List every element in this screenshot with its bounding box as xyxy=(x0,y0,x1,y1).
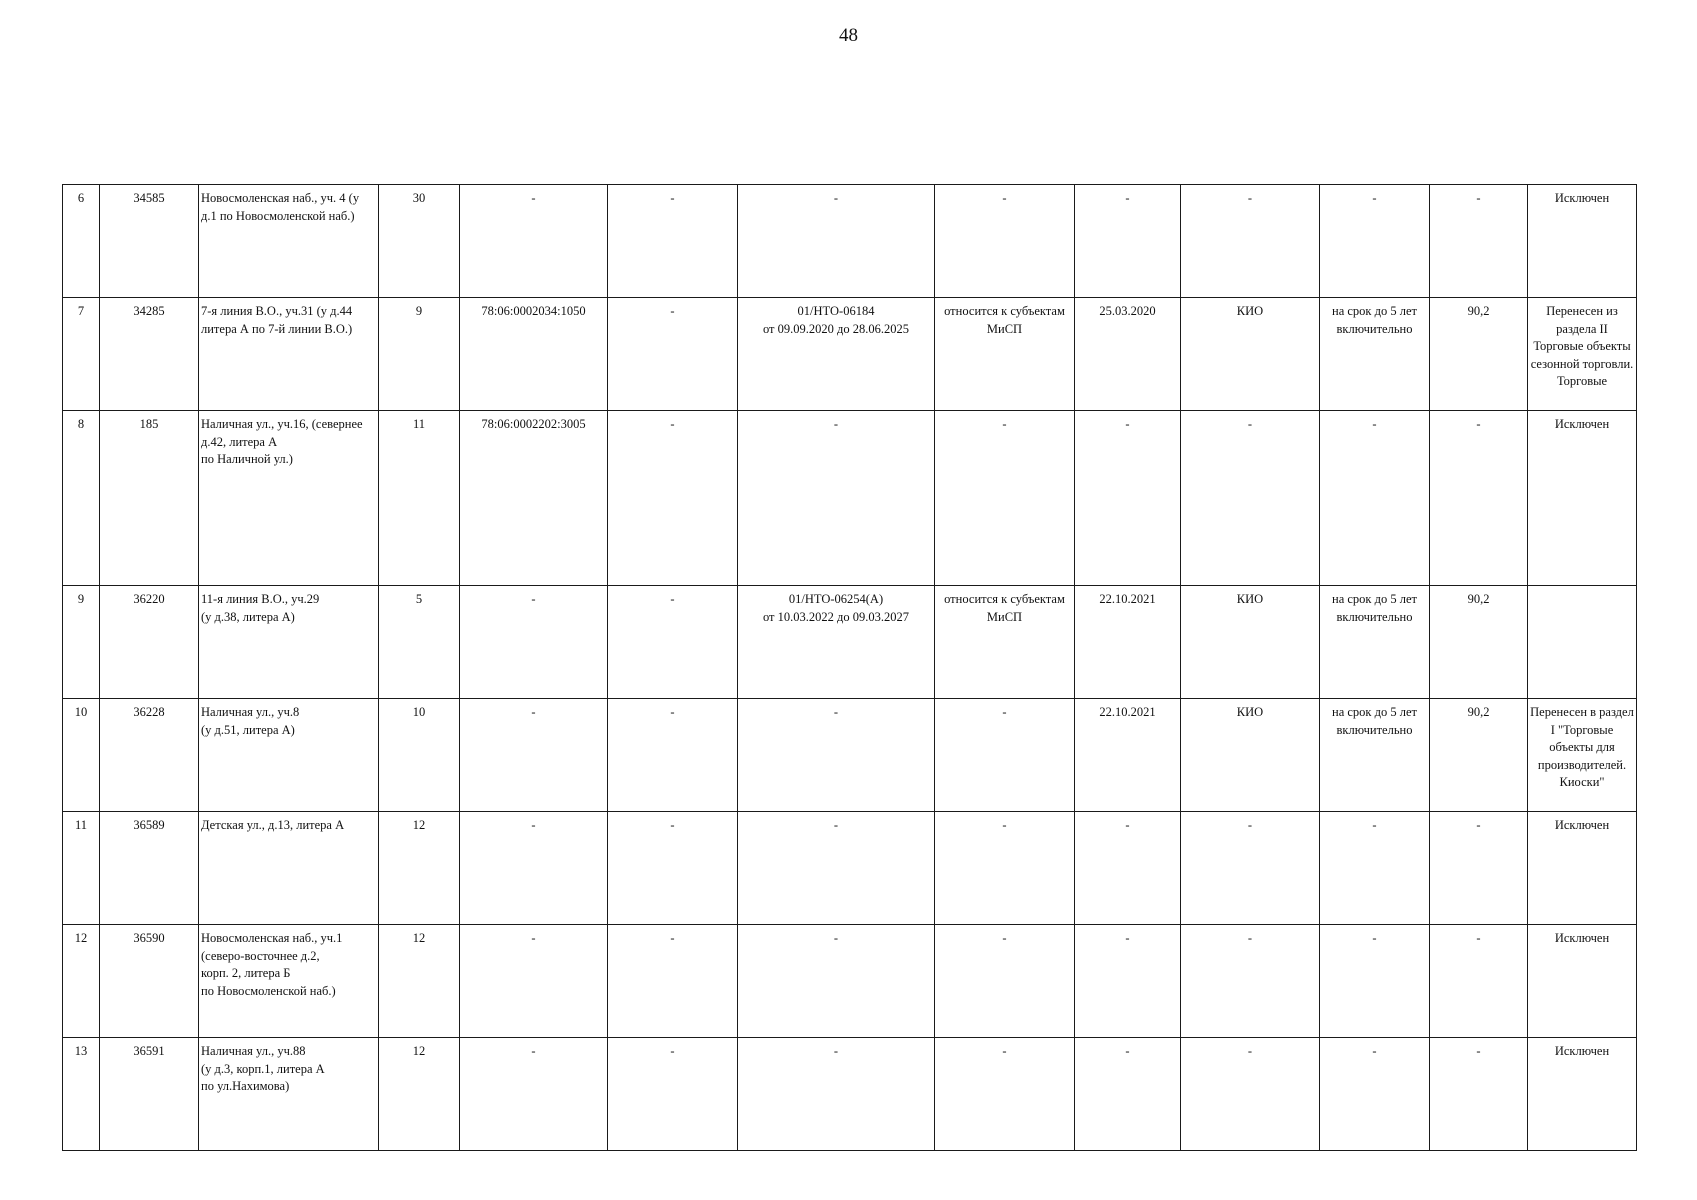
area-cell: 12 xyxy=(379,1038,460,1151)
table-row xyxy=(63,699,1637,812)
organization-cell: - xyxy=(1181,1038,1320,1151)
area-cell: 12 xyxy=(379,812,460,925)
term-cell: - xyxy=(1320,185,1430,298)
note-text: Перенесен из раздела II Торговые объекты сезонной торговли. Торговые xyxy=(1530,304,1634,389)
category-cell: относится к субъектам МиСП xyxy=(935,586,1075,699)
cadastral-number-cell: 78:06:0002034:1050 xyxy=(460,298,608,411)
address-cell: Новосмоленская наб., уч. 4 (у д.1 по Новосмоленской наб.) xyxy=(199,185,379,298)
note-text: Перенесен в раздел I "Торговые объекты для производителей. Киоски" xyxy=(1530,705,1634,790)
cadastral-number-cell: - xyxy=(460,699,608,812)
note-text: Исключен xyxy=(1554,417,1610,431)
address-cell: Новосмоленская наб., уч.1 (северо-восточнее д.2, корп. 2, литера Б по Новосмоленской наб.) xyxy=(199,925,379,1038)
contract-cell: - xyxy=(738,411,935,586)
organization-cell: - xyxy=(1181,812,1320,925)
column-6-cell: - xyxy=(608,298,738,411)
row-number-cell: 9 xyxy=(63,586,100,699)
date-cell: 25.03.2020 xyxy=(1075,298,1181,411)
organization-cell: - xyxy=(1181,925,1320,1038)
address-cell: Наличная ул., уч.88 (у д.3, корп.1, литера А по ул.Нахимова) xyxy=(199,1038,379,1151)
fee-cell: 90,2 xyxy=(1430,699,1528,812)
area-cell: 11 xyxy=(379,411,460,586)
address-cell: 11-я линия В.О., уч.29 (у д.38, литера А) xyxy=(199,586,379,699)
note-cell xyxy=(1528,1038,1637,1151)
table-row xyxy=(63,411,1637,586)
column-6-cell: - xyxy=(608,411,738,586)
column-6-cell: - xyxy=(608,699,738,812)
contract-cell: - xyxy=(738,925,935,1038)
note-cell xyxy=(1528,586,1637,699)
table-row xyxy=(63,1038,1637,1151)
row-number-cell: 12 xyxy=(63,925,100,1038)
date-cell: - xyxy=(1075,925,1181,1038)
cadastral-number-cell: - xyxy=(460,185,608,298)
fee-cell: 90,2 xyxy=(1430,586,1528,699)
date-cell: - xyxy=(1075,1038,1181,1151)
term-cell: на срок до 5 лет включительно xyxy=(1320,699,1430,812)
table-row xyxy=(63,298,1637,411)
note-text: Исключен xyxy=(1554,818,1610,832)
table-row xyxy=(63,586,1637,699)
category-cell: - xyxy=(935,699,1075,812)
contract-cell: - xyxy=(738,812,935,925)
note-text: Исключен xyxy=(1554,191,1610,205)
cadastral-number-cell: - xyxy=(460,1038,608,1151)
organization-cell: КИО xyxy=(1181,298,1320,411)
category-cell: - xyxy=(935,1038,1075,1151)
note-cell xyxy=(1528,699,1637,812)
category-cell: - xyxy=(935,925,1075,1038)
category-cell: - xyxy=(935,812,1075,925)
row-number-cell: 11 xyxy=(63,812,100,925)
column-6-cell: - xyxy=(608,812,738,925)
note-cell xyxy=(1528,185,1637,298)
table-row xyxy=(63,925,1637,1038)
object-id-cell: 36228 xyxy=(100,699,199,812)
date-cell: - xyxy=(1075,185,1181,298)
date-cell: - xyxy=(1075,812,1181,925)
fee-cell: - xyxy=(1430,185,1528,298)
registry-table xyxy=(62,184,1637,1151)
table-row xyxy=(63,812,1637,925)
date-cell: - xyxy=(1075,411,1181,586)
area-cell: 30 xyxy=(379,185,460,298)
cadastral-number-cell: - xyxy=(460,925,608,1038)
object-id-cell: 34585 xyxy=(100,185,199,298)
category-cell: относится к субъектам МиСП xyxy=(935,298,1075,411)
area-cell: 9 xyxy=(379,298,460,411)
column-6-cell: - xyxy=(608,586,738,699)
object-id-cell: 36589 xyxy=(100,812,199,925)
column-6-cell: - xyxy=(608,925,738,1038)
row-number-cell: 13 xyxy=(63,1038,100,1151)
date-cell: 22.10.2021 xyxy=(1075,586,1181,699)
fee-cell: 90,2 xyxy=(1430,298,1528,411)
term-cell: на срок до 5 лет включительно xyxy=(1320,298,1430,411)
row-number-cell: 7 xyxy=(63,298,100,411)
area-cell: 12 xyxy=(379,925,460,1038)
contract-cell: 01/НТО-06254(А) от 10.03.2022 до 09.03.2027 xyxy=(738,586,935,699)
area-cell: 10 xyxy=(379,699,460,812)
fee-cell: - xyxy=(1430,812,1528,925)
object-id-cell: 34285 xyxy=(100,298,199,411)
note-cell xyxy=(1528,812,1637,925)
column-6-cell: - xyxy=(608,1038,738,1151)
object-id-cell: 36590 xyxy=(100,925,199,1038)
organization-cell: - xyxy=(1181,185,1320,298)
row-number-cell: 6 xyxy=(63,185,100,298)
cadastral-number-cell: - xyxy=(460,812,608,925)
table-row xyxy=(63,185,1637,298)
contract-cell: 01/НТО-06184 от 09.09.2020 до 28.06.2025 xyxy=(738,298,935,411)
column-6-cell: - xyxy=(608,185,738,298)
address-cell: Наличная ул., уч.16, (севернее д.42, литера А по Наличной ул.) xyxy=(199,411,379,586)
contract-cell: - xyxy=(738,699,935,812)
fee-cell: - xyxy=(1430,1038,1528,1151)
address-cell: Наличная ул., уч.8 (у д.51, литера А) xyxy=(199,699,379,812)
object-id-cell: 36220 xyxy=(100,586,199,699)
row-number-cell: 8 xyxy=(63,411,100,586)
object-id-cell: 185 xyxy=(100,411,199,586)
organization-cell: - xyxy=(1181,411,1320,586)
organization-cell: КИО xyxy=(1181,699,1320,812)
address-cell: 7-я линия В.О., уч.31 (у д.44 литера А по 7-й линии В.О.) xyxy=(199,298,379,411)
note-cell xyxy=(1528,411,1637,586)
address-cell: Детская ул., д.13, литера А xyxy=(199,812,379,925)
note-cell xyxy=(1528,925,1637,1038)
note-text: Исключен xyxy=(1554,1044,1610,1058)
organization-cell: КИО xyxy=(1181,586,1320,699)
row-number-cell: 10 xyxy=(63,699,100,812)
area-cell: 5 xyxy=(379,586,460,699)
contract-cell: - xyxy=(738,1038,935,1151)
cadastral-number-cell: 78:06:0002202:3005 xyxy=(460,411,608,586)
term-cell: - xyxy=(1320,411,1430,586)
fee-cell: - xyxy=(1430,411,1528,586)
date-cell: 22.10.2021 xyxy=(1075,699,1181,812)
contract-cell: - xyxy=(738,185,935,298)
note-text: Исключен xyxy=(1554,931,1610,945)
cadastral-number-cell: - xyxy=(460,586,608,699)
term-cell: - xyxy=(1320,1038,1430,1151)
term-cell: - xyxy=(1320,812,1430,925)
category-cell: - xyxy=(935,411,1075,586)
note-cell xyxy=(1528,298,1637,411)
object-id-cell: 36591 xyxy=(100,1038,199,1151)
term-cell: - xyxy=(1320,925,1430,1038)
fee-cell: - xyxy=(1430,925,1528,1038)
category-cell: - xyxy=(935,185,1075,298)
page-number: 48 xyxy=(839,25,858,46)
term-cell: на срок до 5 лет включительно xyxy=(1320,586,1430,699)
